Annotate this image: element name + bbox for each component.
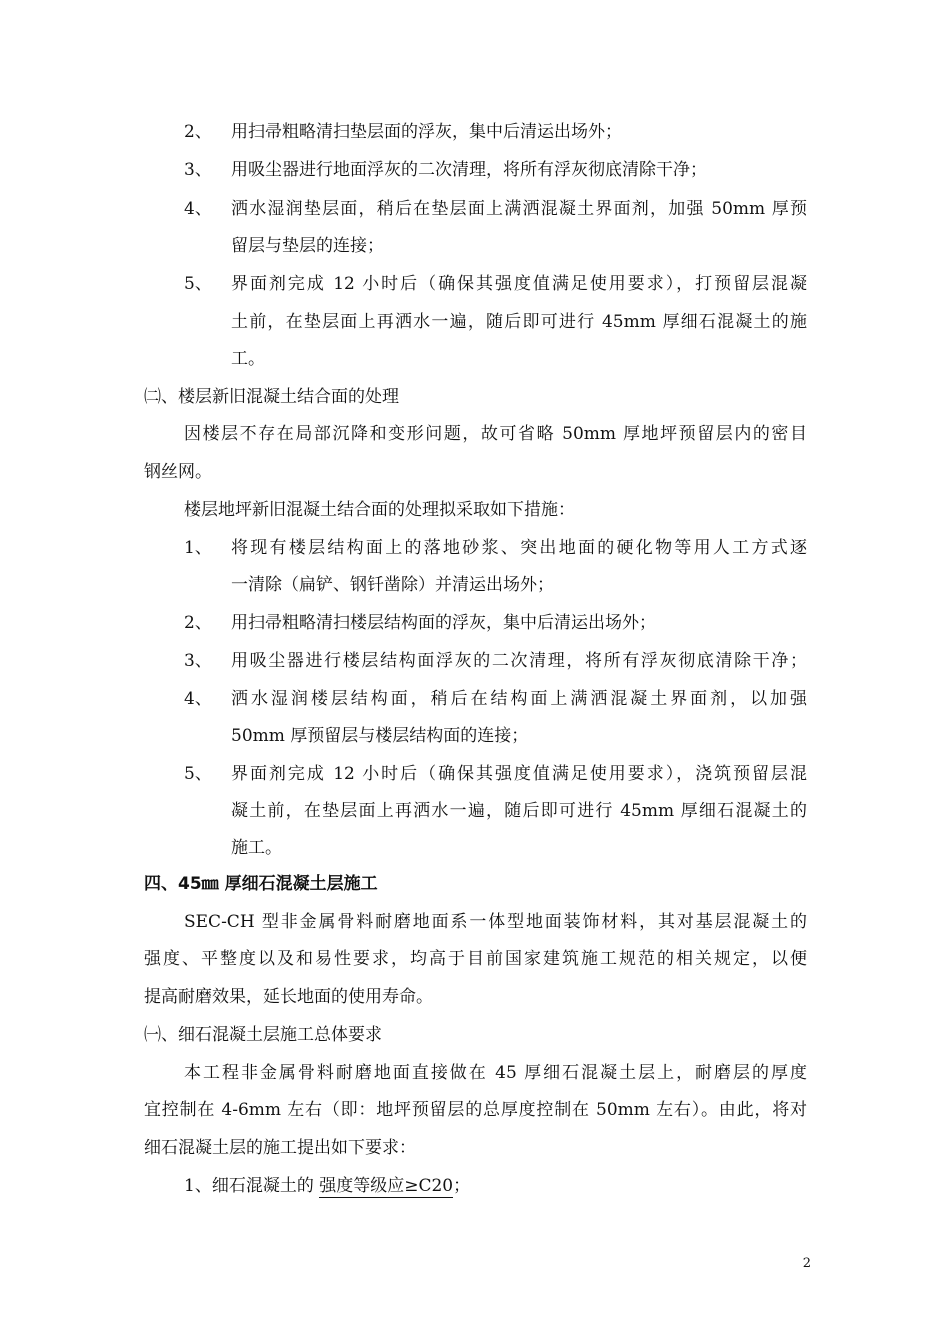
paragraph-line: SEC-CH 型非金属骨料耐磨地面系一体型地面装饰材料，其对基层混凝土的 (184, 912, 807, 932)
list-number: 2、 (184, 122, 212, 142)
paragraph-line: 宜控制在 4-6mm 左右（即：地坪预留层的总厚度控制在 50mm 左右）。由此，将对 (144, 1100, 807, 1120)
requirement-item (184, 1174, 470, 1198)
list-item-text: 将现有楼层结构面上的落地砂浆、突出地面的硬化物等用人工方式逐 (231, 538, 807, 558)
subsection-heading: ㈡、楼层新旧混凝土结合面的处理 (144, 387, 399, 407)
list-item-text: 用扫帚粗略清扫垫层面的浮灰，集中后清运出场外； (231, 122, 622, 142)
list-item-text: 用吸尘器进行地面浮灰的二次清理，将所有浮灰彻底清除干净； (231, 160, 707, 180)
paragraph-line: 本工程非金属骨料耐磨地面直接做在 45 厚细石混凝土层上，耐磨层的厚度 (184, 1063, 807, 1083)
list-number: 3、 (184, 651, 212, 671)
list-item-text: 50mm 厚预留层与楼层结构面的连接； (231, 726, 529, 746)
paragraph-line: 细石混凝土层的施工提出如下要求： (144, 1138, 416, 1158)
list-number: 4、 (184, 689, 212, 709)
paragraph-line: 提高耐磨效果，延长地面的使用寿命。 (144, 987, 433, 1007)
list-number: 4、 (184, 199, 212, 219)
list-number: 3、 (184, 160, 212, 180)
list-item-text: 用吸尘器进行楼层结构面浮灰的二次清理，将所有浮灰彻底清除干净； (231, 651, 807, 671)
requirement-emphasis: 强度等级应≥C20 (319, 1176, 454, 1196)
list-item-text: 工。 (231, 349, 265, 369)
list-item-text: 留层与垫层的连接； (231, 236, 384, 256)
list-number: 5、 (184, 764, 212, 784)
list-item-text: 一清除（扁铲、钢钎凿除）并清运出场外； (231, 575, 554, 595)
paragraph-line: 强度、平整度以及和易性要求，均高于目前国家建筑施工规范的相关规定，以便 (144, 949, 807, 969)
list-number: 1、 (184, 538, 212, 558)
list-item-text: 洒水湿润楼层结构面，稍后在结构面上满洒混凝土界面剂，以加强 (231, 689, 807, 709)
list-number: 2、 (184, 613, 212, 633)
list-number: 5、 (184, 274, 212, 294)
paragraph-line: 因楼层不存在局部沉降和变形问题，故可省略 50mm 厚地坪预留层内的密目 (184, 424, 807, 444)
list-item-text: 用扫帚粗略清扫楼层结构面的浮灰，集中后清运出场外； (231, 613, 656, 633)
section-heading: 四、45㎜ 厚细石混凝土层施工 (144, 874, 378, 894)
requirement-prefix: 1、细石混凝土的 (184, 1176, 320, 1196)
paragraph-line: 楼层地坪新旧混凝土结合面的处理拟采取如下措施： (184, 500, 575, 520)
list-item-text: 界面剂完成 12 小时后（确保其强度值满足使用要求），打预留层混凝 (231, 274, 807, 294)
paragraph-line: 钢丝网。 (144, 462, 212, 482)
list-item-text: 施工。 (231, 838, 282, 858)
list-item-text: 界面剂完成 12 小时后（确保其强度值满足使用要求），浇筑预留层混 (231, 764, 807, 784)
page-number: 2 (802, 1256, 811, 1271)
subsection-heading: ㈠、细石混凝土层施工总体要求 (144, 1025, 382, 1045)
list-item-text: 凝土前，在垫层面上再洒水一遍，随后即可进行 45mm 厚细石混凝土的 (231, 801, 807, 821)
requirement-suffix: ； (453, 1176, 471, 1196)
list-item-text: 土前，在垫层面上再洒水一遍，随后即可进行 45mm 厚细石混凝土的施 (231, 312, 807, 332)
list-item-text: 洒水湿润垫层面，稍后在垫层面上满洒混凝土界面剂，加强 50mm 厚预 (231, 199, 807, 219)
